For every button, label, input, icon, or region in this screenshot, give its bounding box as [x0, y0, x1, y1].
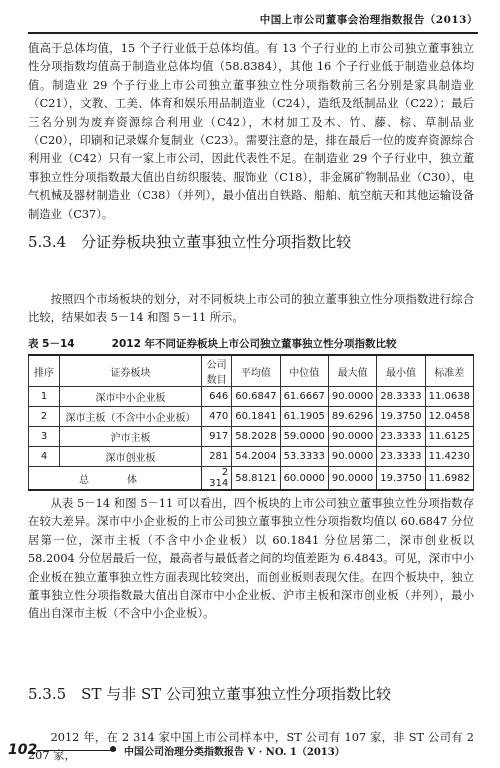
cell-std: 11.6125 — [425, 427, 473, 447]
col-header-mean: 平均值 — [232, 355, 280, 387]
cell-max: 90.0000 — [328, 447, 376, 467]
cell-min: 23.3333 — [377, 447, 425, 467]
table-total-row — [29, 467, 474, 491]
cell-median: 53.3333 — [280, 447, 328, 467]
cell-board: 深市创业板 — [60, 447, 202, 467]
cell-std: 11.4230 — [425, 447, 473, 467]
table-caption — [28, 336, 474, 351]
board-comparison-table — [28, 354, 474, 491]
section-heading-5-3-4: 5.3.4 分证券板块独立董事独立性分项指数比较 — [28, 233, 352, 251]
col-header-std: 标准差 — [425, 355, 473, 387]
cell-max: 90.0000 — [328, 387, 376, 407]
cell-mean: 58.2028 — [232, 427, 280, 447]
cell-min: 23.3333 — [377, 427, 425, 447]
cell-median: 59.0000 — [280, 427, 328, 447]
cell-std: 12.0458 — [425, 407, 473, 427]
cell-total-mean: 58.8121 — [232, 467, 280, 491]
cell-total-min: 19.3750 — [377, 467, 425, 491]
paragraph-board-intro: 按照四个市场板块的划分，对不同板块上市公司的独立董事独立性分项指数进行综合比较，结果如表 5－14 和图 5－11 所示。 — [28, 293, 474, 325]
cell-board: 沪市主板 — [60, 427, 202, 447]
footer-bullet — [110, 746, 116, 752]
cell-rank: 2 — [29, 407, 60, 427]
cell-total-std: 11.6982 — [425, 467, 473, 491]
table-title: 2012 年不同证券板块上市公司独立董事独立性分项指数比较 — [111, 338, 397, 350]
col-header-rank: 排序 — [29, 355, 60, 387]
header-title: 中国上市公司董事会治理指数报告（2013） — [259, 14, 478, 26]
cell-min: 28.3333 — [377, 387, 425, 407]
col-header-count: 公司数目 — [202, 355, 232, 387]
cell-mean: 60.1841 — [232, 407, 280, 427]
paragraph-board-analysis: 从表 5－14 和图 5－11 可以看出，四个板块的上市公司独立董事独立性分项指数存在较大差异。深市中小企业板的上市公司独立董事独立性分项指数均值以 60.6847 分位居第一位，深市主板（不含中小企业板）以 60.1841 分位居第二，深市创业板以 58.2004 分位居最后一位，最高者与最低者之间的均值差距为 6.4843。可见，深市中小企业板在独立董事独立性方面表现比较突出，而创业板则表现欠佳。在四个板块中，独立董事独立性分项指数最大值出自深市中小企业板、沪市主板和深市创业板（并列），最小值出自深市主板（不含中小企业板）。 — [28, 497, 474, 621]
col-header-median: 中位值 — [280, 355, 328, 387]
paragraph-st-intro: 2012 年，在 2 314 家中国上市公司样本中，ST 公司有 107 家，非 ST 公司有 2 207 家， — [28, 731, 474, 763]
cell-median: 61.1905 — [280, 407, 328, 427]
cell-rank: 4 — [29, 447, 60, 467]
section-heading-5-3-5: 5.3.5 ST 与非 ST 公司独立董事独立性分项指数比较 — [28, 685, 392, 703]
page-footer — [8, 740, 478, 760]
cell-rank: 1 — [29, 387, 60, 407]
cell-total-median: 60.0000 — [280, 467, 328, 491]
cell-min: 19.3750 — [377, 407, 425, 427]
cell-board: 深市主板（不含中小企业板） — [60, 407, 202, 427]
cell-median: 61.6667 — [280, 387, 328, 407]
cell-count: 646 — [202, 387, 232, 407]
table-row — [29, 407, 474, 427]
table-row — [29, 387, 474, 407]
page-number: 102 — [8, 742, 38, 758]
cell-board: 深市中小企业板 — [60, 387, 202, 407]
footer-book-title: 中国公司治理分类指数报告 V · NO. 1（2013） — [124, 747, 345, 758]
col-header-min: 最小值 — [377, 355, 425, 387]
table-header-row — [29, 355, 474, 387]
running-header — [28, 10, 478, 34]
cell-max: 90.0000 — [328, 427, 376, 447]
cell-total-label: 总 体 — [29, 467, 202, 491]
cell-std: 11.0638 — [425, 387, 473, 407]
cell-max: 89.6296 — [328, 407, 376, 427]
cell-total-max: 90.0000 — [328, 467, 376, 491]
col-header-board: 证券板块 — [60, 355, 202, 387]
cell-count: 470 — [202, 407, 232, 427]
paragraph-manufacturing-subsectors: 值高于总体均值，15 个子行业低于总体均值。有 13 个子行业的上市公司独立董事独立性分项指数均值高于制造业总体均值（58.8384），其他 16 个子行业低于制造业总体均值。制造业 29 个子行业上市公司独立董事独立性分项指数前三名分别是家具制造业（C21），文教、工美、体育和娱乐用品制造业（C24），造纸及纸制品业（C22）；最后三名分别为废弃资源综合利用业（C42），木材加工及木、竹、藤、棕、草制品业（C20），印刷和记录媒介复制业（C23）。需要注意的是，排在最后一位的废弃资源综合利用业（C42）只有一家上市公司，因此代表性不足。在制造业 29 个子行业中，独立董事独立性分项指数最大值出自纺织服装、服饰业（C18），非金属矿物制品业（C30），电气机械及器材制造业（C38）（并列），最小值出自铁路、船舶、航空航天和其他运输设备制造业（C37）。 — [28, 42, 474, 221]
col-header-max: 最大值 — [328, 355, 376, 387]
cell-count: 917 — [202, 427, 232, 447]
table-row — [29, 427, 474, 447]
cell-mean: 54.2004 — [232, 447, 280, 467]
table-number: 表 5－14 — [28, 338, 75, 350]
cell-mean: 60.6847 — [232, 387, 280, 407]
cell-total-count: 2 314 — [202, 467, 232, 491]
table-row — [29, 447, 474, 467]
cell-rank: 3 — [29, 427, 60, 447]
footer-rule — [36, 750, 116, 751]
cell-count: 281 — [202, 447, 232, 467]
